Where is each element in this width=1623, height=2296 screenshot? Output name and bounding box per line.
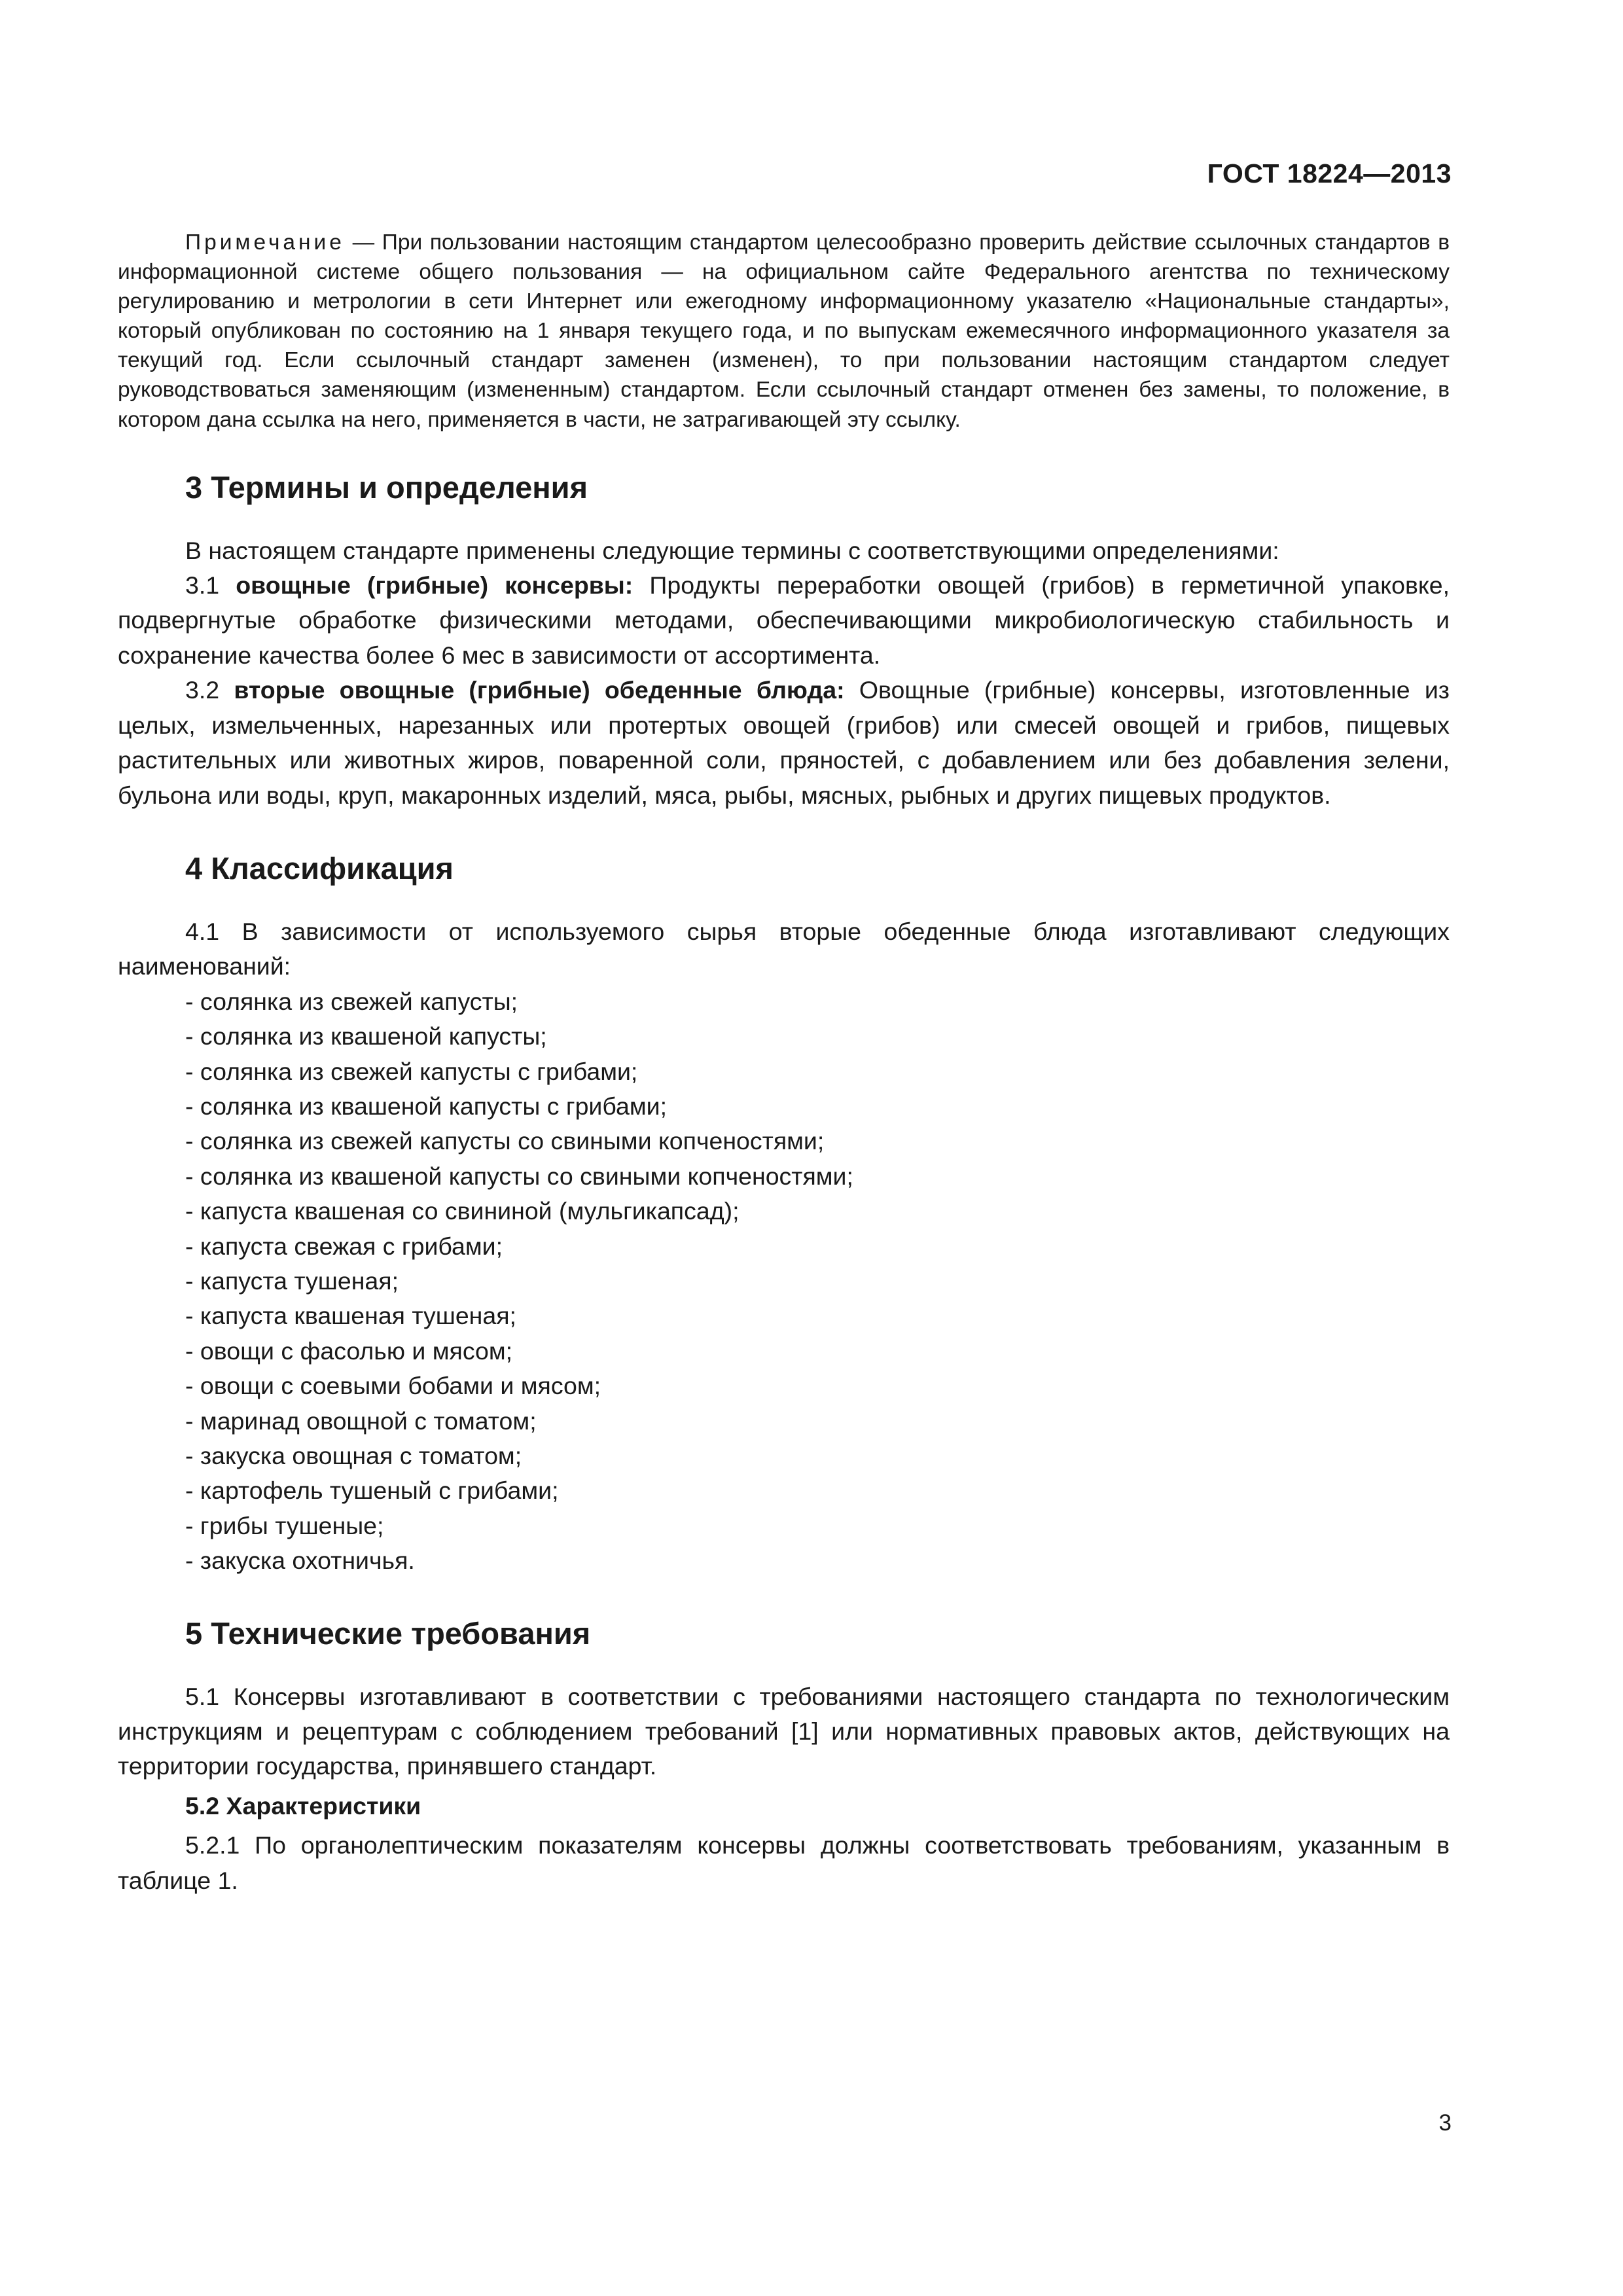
list-item: - капуста тушеная; <box>185 1266 399 1295</box>
term-number: 3.2 <box>185 676 234 704</box>
list-item: - солянка из квашеной капусты со свиными копченостями; <box>185 1162 853 1190</box>
page-number: 3 <box>1438 2110 1452 2136</box>
subsection-5-2-heading: 5.2 Характеристики <box>185 1791 421 1820</box>
list-item: - солянка из квашеной капусты; <box>185 1022 547 1050</box>
term-name: овощные (грибные) консервы: <box>236 571 633 600</box>
page-content <box>118 228 1450 1898</box>
section-5-2-1-paragraph: 5.2.1 По органолептическим показателям консервы должны соответствовать требованиям, указанным в таблице 1. <box>118 1831 1450 1894</box>
list-item: - солянка из квашеной капусты с грибами; <box>185 1092 667 1120</box>
list-item: - солянка из свежей капусты; <box>185 987 518 1015</box>
term-3-1 <box>118 568 1450 673</box>
term-name: вторые овощные (грибные) обеденные блюда: <box>234 676 845 704</box>
term-number: 3.1 <box>185 571 236 600</box>
list-item: - овощи с фасолью и мясом; <box>185 1336 513 1365</box>
section-4-heading: 4 Классификация <box>185 850 454 886</box>
section-5-1-paragraph: 5.1 Консервы изготавливают в соответствии с требованиями настоящего стандарта по технологическим инструкциям и рецептурам с соблюдением требований [1] или нормативных правовых актов, действующих на территории государства, принявшего стандарт. <box>118 1682 1450 1780</box>
section-4-intro: 4.1 В зависимости от используемого сырья вторые обеденные блюда изготавливают следующих наименований: <box>118 917 1450 980</box>
classification-list <box>118 984 1450 1579</box>
note-text: — При пользовании настоящим стандартом целесообразно проверить действие ссылочных стандартов в информационной системе общего пользования — на официальном сайте Федерального агентства по техническому регулированию и метрологии в сети Интернет или ежегодному информационному указателю «Национальные стандарты», который опубликован по состоянию на 1 января текущего года, и по выпускам ежемесячного информационного указателя за текущий год. Если ссылочный стандарт заменен (изменен), то при пользовании настоящим стандартом следует руководствоваться заменяющим (измененным) стандартом. Если ссылочный стандарт отменен без замены, то положение, в котором дана ссылка на него, применяется в части, не затрагивающей эту ссылку. <box>118 230 1450 432</box>
term-definition: Продукты переработки овощей (грибов) в герметичной упаковке, подвергнутые обработке физическими методами, обеспечивающими микробиологическую стабильность и сохранение качества более 6 мес в зависимости от ассортимента. <box>118 571 1450 669</box>
list-item: - закуска охотничья. <box>185 1547 415 1575</box>
section-5-heading: 5 Технические требования <box>185 1615 591 1651</box>
list-item: - маринад овощной с томатом; <box>185 1407 537 1435</box>
section-3-heading: 3 Термины и определения <box>185 469 588 505</box>
list-item: - капуста квашеная со свининой (мульгикапсад); <box>185 1197 740 1225</box>
list-item: - капуста квашеная тушеная; <box>185 1302 516 1330</box>
term-3-2 <box>118 673 1450 813</box>
document-id-header: ГОСТ 18224—2013 <box>1207 158 1452 188</box>
list-item: - грибы тушеные; <box>185 1511 384 1539</box>
list-item: - овощи с соевыми бобами и мясом; <box>185 1372 601 1400</box>
list-item: - солянка из свежей капусты со свиными копченостями; <box>185 1127 825 1155</box>
section-3-intro: В настоящем стандарте применены следующие термины с соответствующими определениями: <box>185 536 1279 564</box>
note-paragraph <box>118 228 1450 435</box>
list-item: - капуста свежая с грибами; <box>185 1232 503 1260</box>
list-item: - солянка из свежей капусты с грибами; <box>185 1057 638 1085</box>
note-label: Примечание <box>185 230 345 255</box>
term-definition: Овощные (грибные) консервы, изготовленные из целых, измельченных, нарезанных или протертых овощей (грибов) или смесей овощей и грибов, пищевых растительных или животных жиров, поваренной соли, пряностей, с добавлением или без добавления зелени, бульона или воды, круп, макаронных изделий, мяса, рыбы, мясных, рыбных и других пищевых продуктов. <box>118 676 1450 809</box>
list-item: - закуска овощная с томатом; <box>185 1442 522 1469</box>
list-item: - картофель тушеный с грибами; <box>185 1477 559 1505</box>
